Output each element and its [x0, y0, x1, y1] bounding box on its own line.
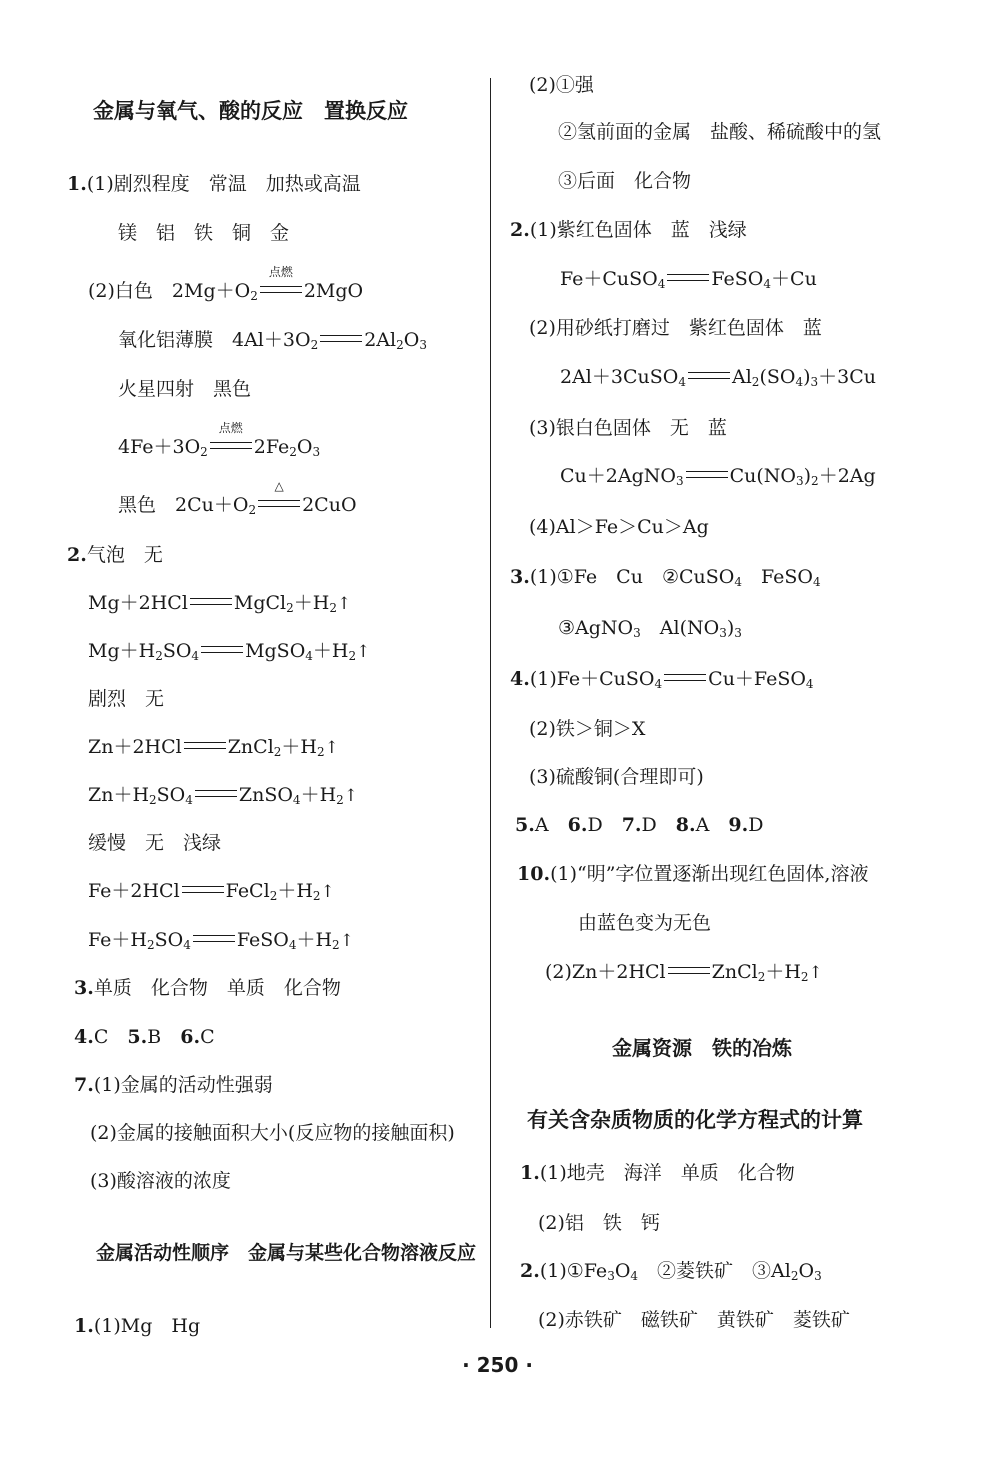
equation-line: $Zn+H_2SO_4$ $ZnSO_4+H_2↑$	[88, 784, 359, 807]
answer-line: 5.A 6.D 7.D 8.A 9.D	[515, 814, 764, 836]
answer-line: 镁 铝 铁 铜 金	[118, 222, 290, 244]
answer-line: 1.(1)剧烈程度 常温 加热或高温	[67, 173, 361, 195]
equation-line: Fe＋CuSO$_4$ FeSO$_4$＋Cu	[560, 268, 817, 291]
answer-line: 3.(1)①Fe Cu ②CuSO$_4$ FeSO$_4$	[510, 566, 821, 589]
answer-line: 剧烈 无	[88, 688, 165, 710]
answer-line: (3)硫酸铜(合理即可)	[529, 766, 704, 788]
answer-line: (2)赤铁矿 磁铁矿 黄铁矿 菱铁矿	[538, 1309, 850, 1331]
equation-line: (2)Zn＋2HCl $ZnCl_2+H_2↑$	[545, 961, 823, 984]
section-heading: 有关含杂质物质的化学方程式的计算	[527, 1108, 863, 1132]
answer-line: (3)银白色固体 无 蓝	[529, 417, 727, 439]
answer-line: 2.(1)紫红色固体 蓝 浅绿	[510, 219, 747, 241]
answer-line: 4.C 5.B 6.C	[74, 1026, 215, 1048]
answer-line: (2)用砂纸打磨过 紫红色固体 蓝	[529, 317, 822, 339]
answer-line: (2)金属的接触面积大小(反应物的接触面积)	[90, 1122, 455, 1144]
equation-line: $Fe+H_2SO_4$ $FeSO_4+H_2↑$	[88, 929, 354, 952]
equation-line: 黑色 $2Cu+O_2$ △ 2CuO	[118, 479, 357, 517]
equation-line: 2Al＋3CuSO$_4$ $Al_2(SO_4)_3+3Cu$	[560, 366, 877, 389]
answer-line: (2)铁＞铜＞X	[529, 718, 646, 740]
answer-line: 缓慢 无 浅绿	[88, 832, 222, 854]
equation-line: (2)白色 $2Mg+O_2$ 点燃 2MgO	[88, 265, 364, 303]
answer-line: (3)酸溶液的浓度	[90, 1170, 231, 1192]
answer-line: 10.(1)“明”字位置逐渐出现红色固体,溶液	[517, 863, 869, 885]
page-number: · 250 ·	[462, 1353, 533, 1377]
answer-line: (2)①强	[529, 74, 594, 96]
equation-line: Zn＋2HCl $ZnCl_2+H_2↑$	[88, 736, 339, 759]
section-heading: 金属与氧气、酸的反应 置换反应	[93, 99, 408, 123]
equation-line: 4.(1)Fe＋CuSO$_4$ Cu＋FeSO$_4$	[510, 668, 814, 691]
answer-line: 由蓝色变为无色	[578, 912, 712, 934]
equation-line: 氧化铝薄膜 $4Al+3O_2$ $2Al_2O_3$	[118, 329, 427, 352]
answer-line: 3.单质 化合物 单质 化合物	[74, 977, 341, 999]
equation-line: Mg＋2HCl $MgCl_2+H_2↑$	[88, 592, 352, 615]
equation-line: Fe＋2HCl $FeCl_2+H_2↑$	[88, 880, 335, 903]
equation-line: $4Fe+3O_2$ 点燃 $2Fe_2O_3$	[118, 421, 321, 459]
answer-line: 火星四射 黑色	[118, 378, 252, 400]
equation-line: Cu＋2AgNO$_3$ $Cu(NO_3)_2+2Ag$	[560, 465, 876, 488]
answer-line: (4)Al＞Fe＞Cu＞Ag	[529, 516, 709, 538]
answer-line: ③后面 化合物	[558, 170, 692, 192]
column-divider	[490, 78, 491, 1328]
section-heading: 金属活动性顺序 金属与某些化合物溶液反应	[96, 1242, 477, 1264]
section-heading: 金属资源 铁的冶炼	[612, 1036, 792, 1060]
answer-line: ②氢前面的金属 盐酸、稀硫酸中的氢	[558, 121, 882, 143]
answer-line: (2)铝 铁 钙	[538, 1212, 660, 1234]
answer-line: 1.(1)地壳 海洋 单质 化合物	[520, 1162, 795, 1184]
equation-line: $Mg+H_2SO_4$ $MgSO_4+H_2↑$	[88, 640, 371, 663]
answer-line: $2.(1)①Fe_3O_4$ ②菱铁矿 $③Al_2O_3$	[520, 1260, 822, 1283]
answer-line: 7.(1)金属的活动性强弱	[74, 1074, 273, 1096]
answer-line: 2.气泡 无	[67, 544, 163, 566]
answer-line: ③AgNO$_3$ $Al(NO_3)_3$	[558, 617, 742, 640]
answer-line: 1.(1)Mg Hg	[74, 1315, 201, 1337]
